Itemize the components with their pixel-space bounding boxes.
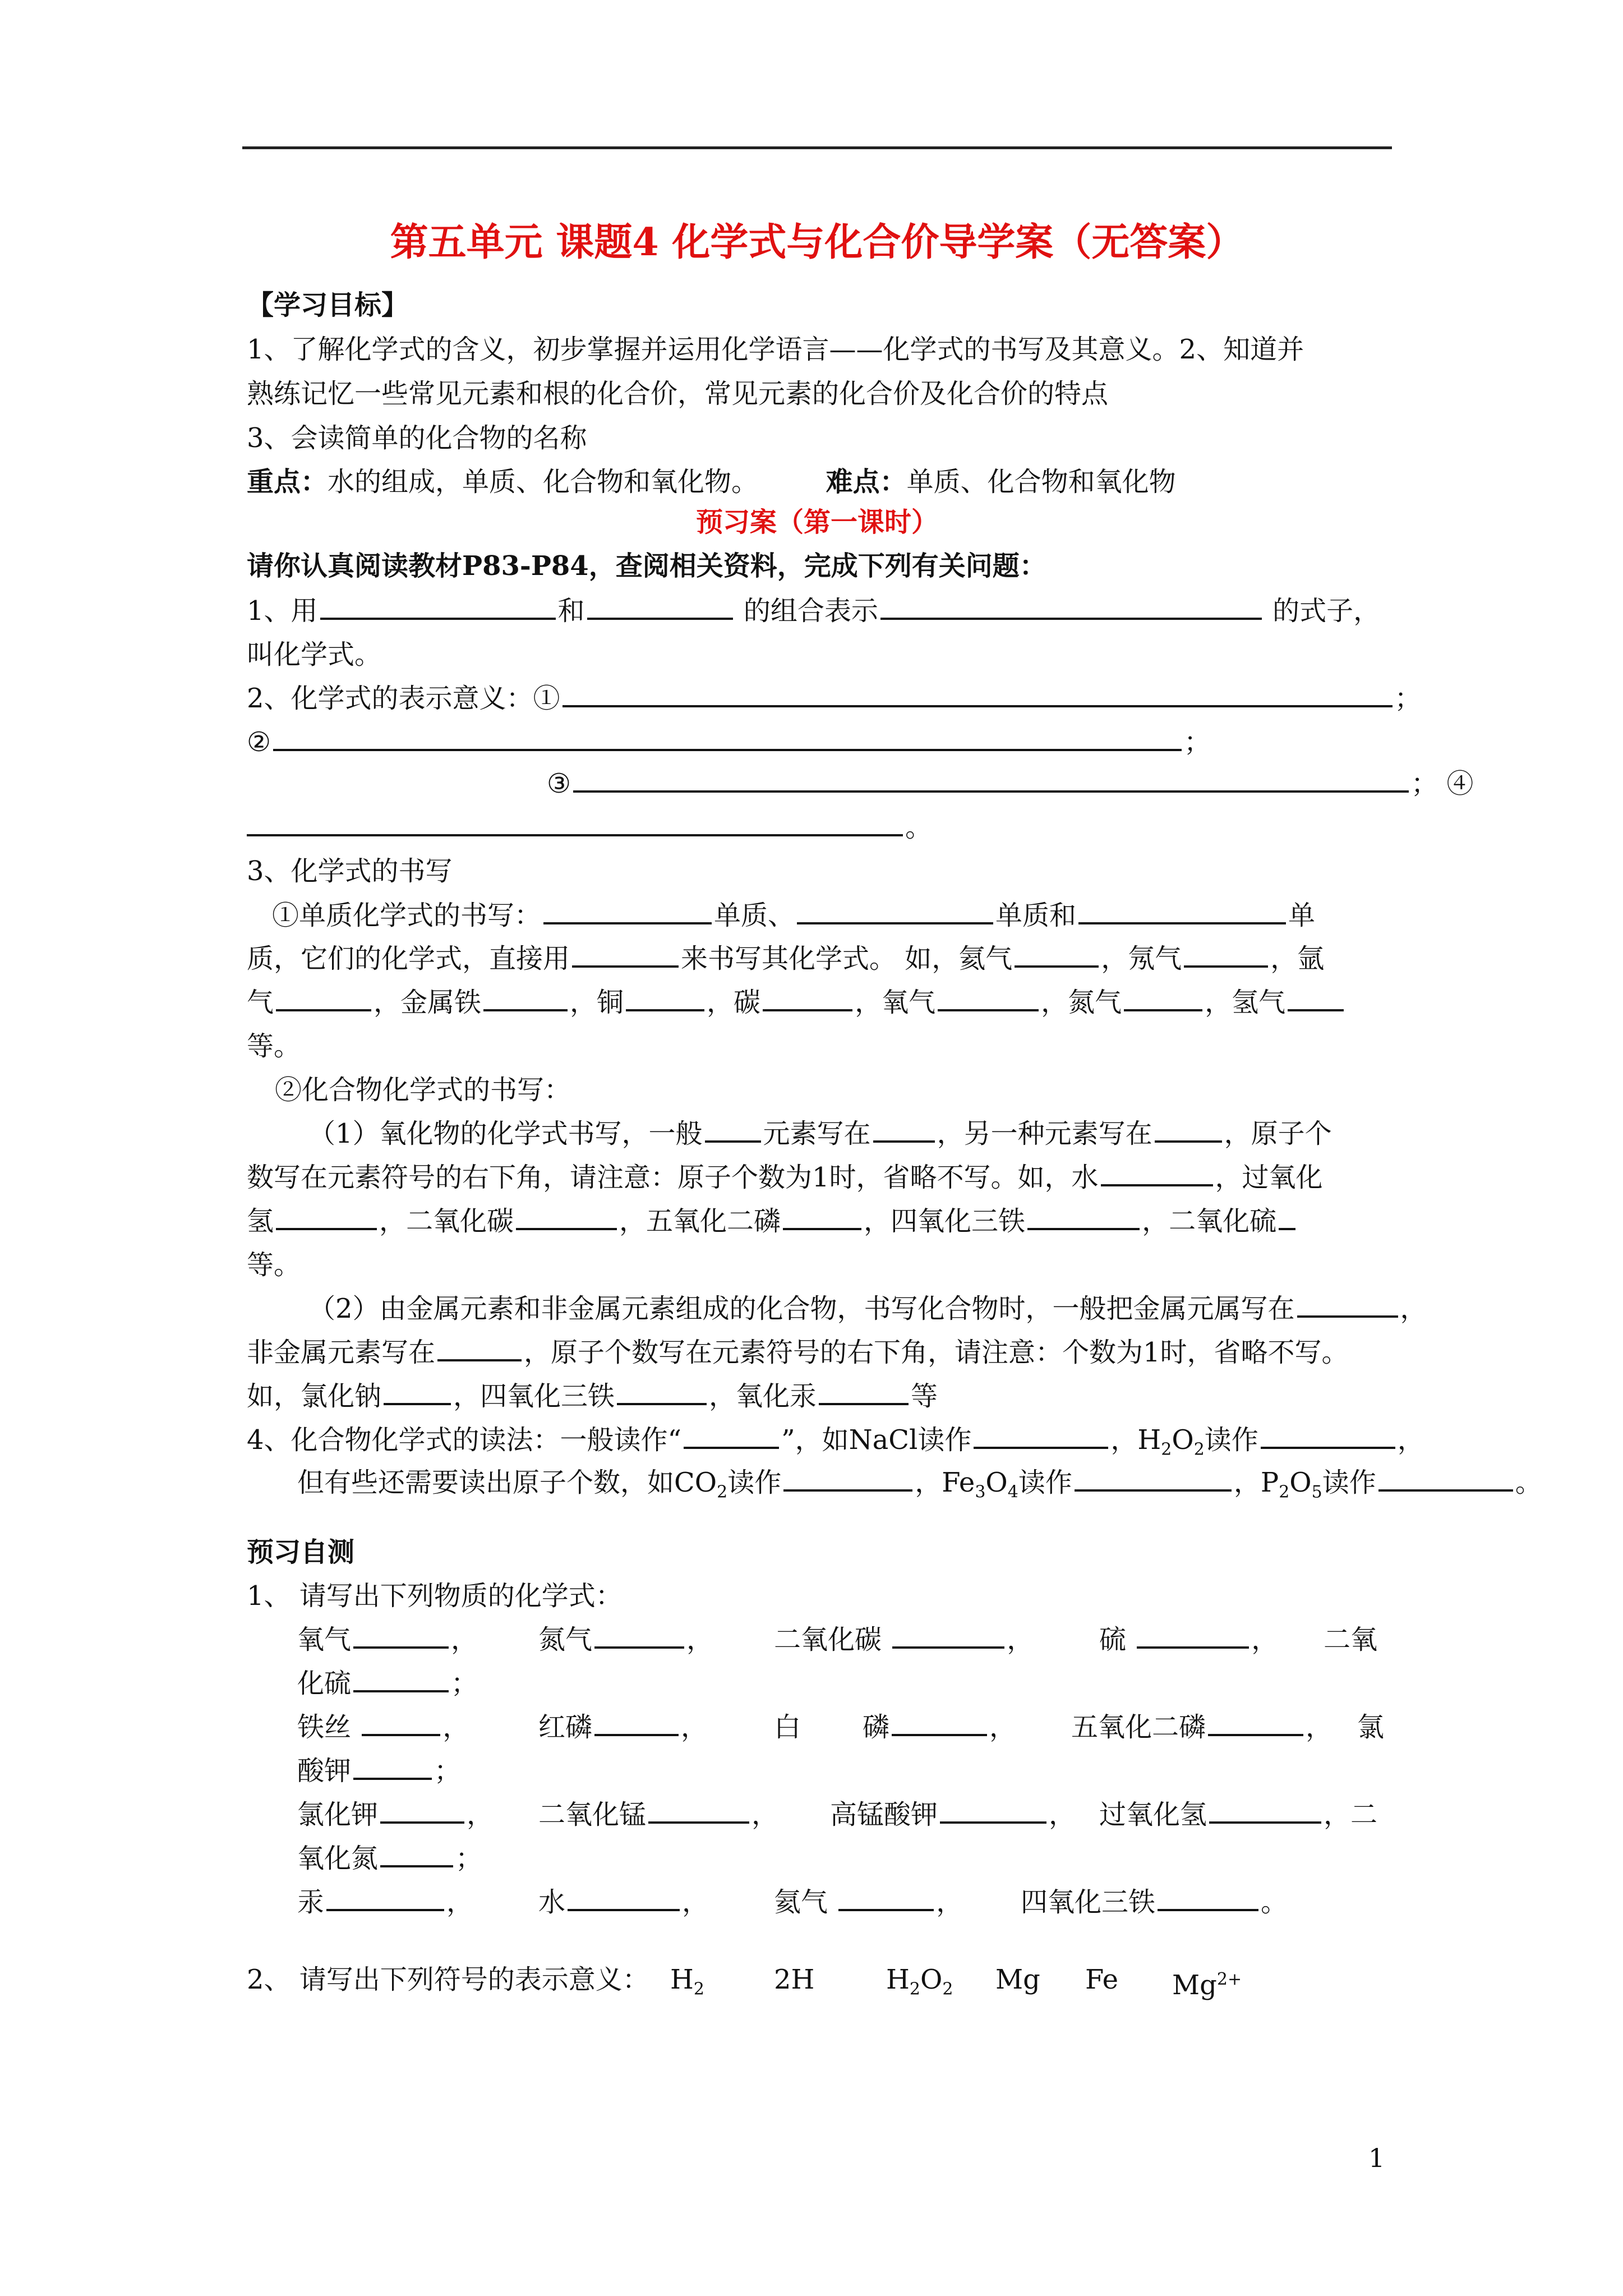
reading-line-2	[297, 1461, 1542, 1504]
s3-blank-7[interactable]	[1288, 982, 1344, 1011]
text-fragment: ，	[751, 1799, 779, 1830]
r2-fe: Fe	[942, 1467, 975, 1498]
r2-period: 。	[1515, 1467, 1542, 1498]
q1-blank-3[interactable]	[880, 591, 1262, 620]
s2-blank-2[interactable]	[1015, 938, 1099, 968]
answer-blank[interactable]	[568, 1882, 680, 1911]
answer-blank[interactable]	[362, 1707, 440, 1736]
q2-blank-1[interactable]	[562, 678, 1393, 707]
s3-blank-5[interactable]	[938, 982, 1039, 1011]
preview-heading: 预习案（第一课时）	[695, 507, 938, 538]
answer-blank[interactable]	[1209, 1795, 1321, 1824]
s1-blank-3[interactable]	[1078, 895, 1286, 924]
text-fragment: H	[670, 1964, 694, 1995]
o3-blank-3[interactable]	[783, 1201, 861, 1230]
q2-circle-4: ④	[1446, 768, 1474, 799]
element-formula-line-3	[247, 981, 1346, 1024]
o1-text-b: 元素写在	[763, 1118, 871, 1149]
r2-comma-2: ，	[1233, 1467, 1261, 1498]
r1-comma-2: ，	[1397, 1424, 1424, 1456]
text-fragment: ；	[455, 1843, 483, 1874]
text-fragment: ，	[682, 1887, 709, 1918]
o3-text-d: ，四氧化三铁	[864, 1205, 1026, 1237]
q2-semicolon-2: ；	[1184, 726, 1211, 758]
element-formula-line-1	[272, 894, 1315, 937]
selftest-question-2	[247, 1958, 1391, 2001]
question-1-line	[247, 589, 1380, 633]
selftest-row-2	[297, 1705, 1391, 1749]
text-fragment: 2+	[1216, 1970, 1242, 1989]
r2-blank-3[interactable]	[1378, 1462, 1513, 1492]
answer-blank[interactable]	[1208, 1707, 1303, 1736]
s3-blank-6[interactable]	[1124, 982, 1202, 1011]
question-2-line	[247, 677, 1422, 720]
s1-text-b: 单质、	[714, 900, 795, 931]
element-formula-line-4: 等。	[247, 1030, 301, 1062]
o1-blank-2[interactable]	[873, 1114, 935, 1143]
q2-blank-3[interactable]	[573, 763, 1409, 793]
answer-blank[interactable]	[1137, 1619, 1249, 1649]
o3-text-a: 氢	[247, 1205, 274, 1237]
answer-blank[interactable]	[940, 1795, 1046, 1824]
st-helium	[774, 1880, 963, 1924]
objectives-heading: 【学习目标】	[247, 289, 409, 321]
selftest-row-3b	[297, 1837, 482, 1880]
q1-blank-1[interactable]	[320, 591, 556, 620]
answer-blank[interactable]	[1158, 1882, 1258, 1911]
text-fragment: 硫	[1099, 1624, 1127, 1655]
s3-text-a: 气	[247, 987, 274, 1018]
m2-text-a: 非金属元素写在	[247, 1337, 436, 1368]
symbol-mg2plus	[1172, 1958, 1242, 2007]
symbol-2h: 2H	[774, 1964, 815, 1995]
text-fragment: ，	[686, 1624, 714, 1655]
st-so2-blank[interactable]	[353, 1663, 449, 1692]
st-co2	[774, 1618, 1034, 1662]
q2-blank-4[interactable]	[247, 807, 903, 836]
oxide-line-4: 等。	[247, 1249, 301, 1281]
s3-text-b: ，金属铁	[374, 987, 482, 1018]
r2-co: CO	[674, 1467, 717, 1498]
s3-text-d: ，碳	[707, 987, 761, 1018]
s1-blank-2[interactable]	[797, 895, 993, 924]
r1-blank-3[interactable]	[1261, 1420, 1395, 1449]
m3-text-b: ，四氧化三铁	[453, 1381, 615, 1412]
o3-text-b: ，二氧化碳	[379, 1205, 514, 1237]
q2-circle-3: ③	[547, 768, 571, 799]
r1-nacl: NaCl	[849, 1424, 918, 1456]
r2-p-sub: 2	[1279, 1482, 1290, 1502]
o3-blank-1[interactable]	[276, 1201, 377, 1230]
text-fragment: 五氧化二磷	[1071, 1711, 1206, 1743]
text-fragment: ，	[1251, 1624, 1279, 1655]
text-fragment: 二氧化锰	[538, 1799, 647, 1830]
selftest-row-1b	[297, 1662, 478, 1705]
st-mno2	[538, 1793, 778, 1837]
r2-text-a: 但有些还需要读出原子个数，如	[297, 1467, 675, 1498]
answer-blank[interactable]	[353, 1619, 449, 1649]
q2-circle-2: ②	[247, 726, 271, 758]
r1-comma-1: ，	[1110, 1424, 1138, 1456]
symbol-h2o2	[886, 1958, 953, 2012]
r1-blank-2[interactable]	[974, 1420, 1108, 1449]
q1-text-d: 的式子，	[1272, 595, 1381, 627]
r2-o-sub: 4	[1007, 1482, 1018, 1502]
question-2-line-2	[247, 720, 1211, 764]
text-fragment: 氦气	[774, 1887, 828, 1918]
text-fragment: 2	[693, 1979, 704, 1999]
st-oxygen	[297, 1618, 478, 1662]
s3-blank-1[interactable]	[276, 982, 371, 1011]
m3-blank-2[interactable]	[617, 1376, 707, 1405]
oxide-line-2	[247, 1156, 1323, 1199]
q2-blank-2[interactable]	[273, 722, 1182, 751]
st-kclo3-blank[interactable]	[353, 1751, 432, 1780]
st-kclo3-start: 氯	[1357, 1711, 1385, 1743]
text-fragment: 汞	[297, 1887, 325, 1918]
o1-blank-1[interactable]	[705, 1114, 761, 1143]
s2-blank-3[interactable]	[1184, 938, 1268, 968]
text-fragment: 四氧化三铁	[1021, 1887, 1156, 1918]
question-2-line-3	[547, 762, 1473, 806]
text-fragment: H	[886, 1964, 910, 1995]
text-fragment: ；	[451, 1668, 478, 1699]
text-fragment: 水	[538, 1887, 566, 1918]
st-red-phosphorus	[538, 1705, 708, 1749]
o1-text-c: ，另一种元素写在	[937, 1118, 1152, 1149]
q2-period: 。	[905, 812, 933, 843]
st-so2-start: 二氧	[1324, 1624, 1378, 1655]
text-fragment: Mg	[1172, 1970, 1217, 2001]
r1-text-d: 读作	[917, 1424, 972, 1456]
st-mercury	[297, 1880, 473, 1924]
page-title: 第五单元 课题4 化学式与化合价导学案（无答案）	[390, 220, 1244, 265]
text-fragment: ，	[451, 1624, 478, 1655]
o1-text-a: （1）氧化物的化学式书写，一般	[308, 1118, 703, 1149]
st-so2-end: 化硫	[297, 1668, 352, 1699]
r2-o: O	[985, 1467, 1008, 1498]
r2-text-j: 读作	[1018, 1467, 1072, 1498]
r1-text-b: ”，如	[781, 1424, 849, 1456]
text-fragment: 。	[1261, 1887, 1288, 1918]
st-kmno4	[830, 1793, 1076, 1837]
st-white-phosphorus	[774, 1705, 1016, 1749]
selftest-row-1	[297, 1618, 1391, 1662]
s3-blank-2[interactable]	[483, 982, 568, 1011]
selftest-heading: 预习自测	[247, 1536, 355, 1568]
o3-text-c: ，五氧化二磷	[619, 1205, 781, 1237]
st-no2-end: 氧化氮	[297, 1843, 379, 1874]
o3-blank-5[interactable]	[1279, 1201, 1295, 1230]
oxide-line-1	[308, 1112, 1332, 1156]
answer-blank[interactable]	[594, 1619, 684, 1649]
q2-semicolon-1: ；	[1394, 683, 1422, 714]
text-fragment: ；	[434, 1755, 462, 1787]
text-fragment: ，	[442, 1711, 470, 1743]
s3-text-g: ，氢气	[1205, 987, 1286, 1018]
o3-blank-2[interactable]	[516, 1201, 617, 1230]
text-fragment: 过氧化氢	[1099, 1799, 1207, 1830]
element-formula-line-2	[247, 937, 1324, 981]
s3-text-c: ，铜	[570, 987, 624, 1018]
st-sulfur	[1099, 1618, 1278, 1662]
q2-semicolon-3: ；	[1411, 768, 1438, 799]
r2-fe-sub: 3	[975, 1482, 986, 1502]
compound-formula-heading: ②化合物化学式的书写：	[275, 1074, 571, 1106]
metal-compound-line-3	[247, 1374, 938, 1418]
s1-text-a: ①单质化学式的书写：	[272, 900, 542, 931]
preview-intro: 请你认真阅读教材P83-P84，查阅相关资料，完成下列有关问题：	[247, 550, 1046, 582]
symbol-fe: Fe	[1085, 1964, 1119, 1995]
text-fragment: 磷	[863, 1711, 890, 1743]
objective-line-2: 熟练记忆一些常见元素和根的化合价，常见元素的化合价及化合价的特点	[247, 378, 1109, 409]
text-fragment: 氯化钾	[297, 1799, 379, 1830]
answer-blank[interactable]	[326, 1882, 444, 1911]
text-fragment: 红磷	[538, 1711, 593, 1743]
text-fragment: 2	[909, 1979, 920, 1999]
symbol-h2	[670, 1958, 704, 2012]
m3-text-c: ，氧化汞	[709, 1381, 817, 1412]
key-points-line	[247, 460, 1176, 504]
s1-blank-1[interactable]	[543, 895, 712, 924]
st-h2o2	[1099, 1793, 1377, 1837]
st-no2-blank[interactable]	[380, 1838, 453, 1867]
r2-p: P	[1260, 1467, 1279, 1498]
r1-text-a: 4、化合物化学式的读法：一般读作“	[247, 1424, 682, 1456]
question-2-line-4	[247, 806, 932, 849]
text-fragment: ，二	[1324, 1799, 1378, 1830]
q1-text-b: 和	[557, 595, 585, 627]
text-fragment: 二氧化碳	[774, 1624, 882, 1655]
text-fragment: O	[920, 1964, 943, 1995]
st-kcl	[297, 1793, 494, 1837]
answer-blank[interactable]	[892, 1619, 1004, 1649]
reading-line-1	[247, 1418, 1424, 1462]
q1-blank-2[interactable]	[587, 591, 733, 620]
text-fragment: ，	[1049, 1799, 1076, 1830]
text-fragment: ，	[936, 1887, 963, 1918]
s2-text-b: 来书写其化学式。 如，氦气	[681, 943, 1013, 974]
selftest-row-2b	[297, 1749, 461, 1793]
m3-blank-1[interactable]	[384, 1376, 451, 1405]
text-fragment: ，	[446, 1887, 474, 1918]
r2-o2-sub: 5	[1311, 1482, 1322, 1502]
s1-text-c: 单质和	[995, 900, 1077, 931]
m1-blank-1[interactable]	[1297, 1289, 1398, 1318]
m2-text-b: ，原子个数写在元素符号的右下角，请注意：个数为1时，省略不写。	[524, 1337, 1349, 1368]
metal-compound-line-2	[247, 1331, 1349, 1374]
text-fragment: 高锰酸钾	[830, 1799, 938, 1830]
key-text: 水的组成，单质、化合物和氧化物。	[328, 466, 759, 498]
r1-h-sub: 2	[1161, 1439, 1172, 1460]
o3-text-e: ，二氧化硫	[1142, 1205, 1277, 1237]
selftest-question-1: 1、 请写出下列物质的化学式：	[247, 1580, 623, 1612]
question-3-heading: 3、化学式的书写	[247, 855, 453, 887]
r2-blank-2[interactable]	[1075, 1462, 1232, 1492]
r1-h: H	[1137, 1424, 1161, 1456]
r2-blank-1[interactable]	[783, 1462, 912, 1492]
selftest-row-4	[297, 1880, 1391, 1924]
r2-text-p: 读作	[1322, 1467, 1376, 1498]
objective-line-3: 3、会读简单的化合物的名称	[247, 422, 587, 454]
s2-blank-1[interactable]	[572, 938, 679, 968]
question-1-line-2: 叫化学式。	[247, 639, 382, 670]
r1-o-sub: 2	[1193, 1439, 1205, 1460]
difficulty-text: 单质、化合物和氧化物	[906, 466, 1176, 498]
answer-blank[interactable]	[838, 1882, 934, 1911]
answer-blank[interactable]	[892, 1707, 987, 1736]
text-fragment: ，	[467, 1799, 494, 1830]
s2-text-d: ，氩	[1270, 943, 1325, 974]
text-fragment: ，	[681, 1711, 708, 1743]
st-iron-wire	[297, 1705, 469, 1749]
st-fe3o4	[1021, 1880, 1288, 1924]
s3-blank-4[interactable]	[763, 982, 852, 1011]
s3-text-e: ，氧气	[855, 987, 936, 1018]
q2-prompt: 2、 请写出下列符号的表示意义：	[247, 1964, 649, 1995]
answer-blank[interactable]	[380, 1795, 464, 1824]
r2-co-sub: 2	[717, 1482, 728, 1502]
q1-text-c: 的组合表示	[743, 595, 878, 627]
objective-line-1: 1、了解化学式的含义，初步掌握并运用化学语言——化学式的书写及其意义。2、知道并	[247, 334, 1304, 365]
text-fragment: 铁丝	[297, 1711, 352, 1743]
o1-text-d: ，原子个	[1224, 1118, 1332, 1149]
st-water	[538, 1880, 709, 1924]
r2-text-d: 读作	[727, 1467, 782, 1498]
o2-blank-1[interactable]	[1101, 1157, 1213, 1186]
st-kclo3-end: 酸钾	[297, 1755, 352, 1787]
r1-blank-1[interactable]	[684, 1420, 779, 1449]
s3-text-f: ，氮气	[1041, 987, 1122, 1018]
text-fragment: 白	[774, 1711, 801, 1743]
page-number: 1	[1368, 2143, 1385, 2173]
text-fragment: ，	[1306, 1711, 1333, 1743]
text-fragment: ，	[1007, 1624, 1034, 1655]
selftest-row-3	[297, 1793, 1391, 1837]
m3-text-d: 等	[911, 1381, 938, 1412]
q2-text: 2、化学式的表示意义：①	[247, 683, 560, 714]
m1-text-b: ，	[1400, 1293, 1427, 1324]
answer-blank[interactable]	[594, 1707, 679, 1736]
symbol-mg: Mg	[995, 1964, 1040, 1995]
header-rule	[242, 146, 1392, 149]
r2-o2: O	[1289, 1467, 1312, 1498]
oxide-line-3	[247, 1199, 1298, 1243]
s2-text-c: ，氖气	[1101, 943, 1182, 974]
q1-text-a: 1、用	[247, 595, 318, 627]
m1-text-a: （2）由金属元素和非金属元素组成的化合物，书写化合物时，一般把金属元属写在	[308, 1293, 1295, 1324]
r1-text-j: 读作	[1204, 1424, 1258, 1456]
answer-blank[interactable]	[648, 1795, 749, 1824]
text-fragment: 氮气	[538, 1624, 593, 1655]
s3-blank-3[interactable]	[626, 982, 704, 1011]
s2-text-a: 质，它们的化学式，直接用	[247, 943, 570, 974]
difficulty-label: 难点：	[826, 466, 907, 498]
st-p2o5	[1071, 1705, 1332, 1749]
key-label: 重点：	[247, 466, 328, 498]
o1-blank-3[interactable]	[1155, 1114, 1222, 1143]
o2-text-b: ，过氧化	[1215, 1162, 1323, 1193]
text-fragment: ，	[989, 1711, 1017, 1743]
st-nitrogen	[538, 1618, 713, 1662]
r2-comma-1: ，	[915, 1467, 942, 1498]
text-fragment: 2	[942, 1979, 953, 1999]
s1-text-d: 单	[1288, 900, 1316, 931]
m3-text-a: 如，氯化钠	[247, 1381, 382, 1412]
metal-compound-line-1	[308, 1287, 1427, 1331]
r1-o: O	[1172, 1424, 1194, 1456]
o2-text-a: 数写在元素符号的右下角，请注意：原子个数为1时，省略不写。如，水	[247, 1162, 1099, 1193]
o3-blank-4[interactable]	[1027, 1201, 1140, 1230]
text-fragment: 氧气	[297, 1624, 352, 1655]
m3-blank-3[interactable]	[819, 1376, 909, 1405]
m2-blank-1[interactable]	[437, 1332, 522, 1361]
